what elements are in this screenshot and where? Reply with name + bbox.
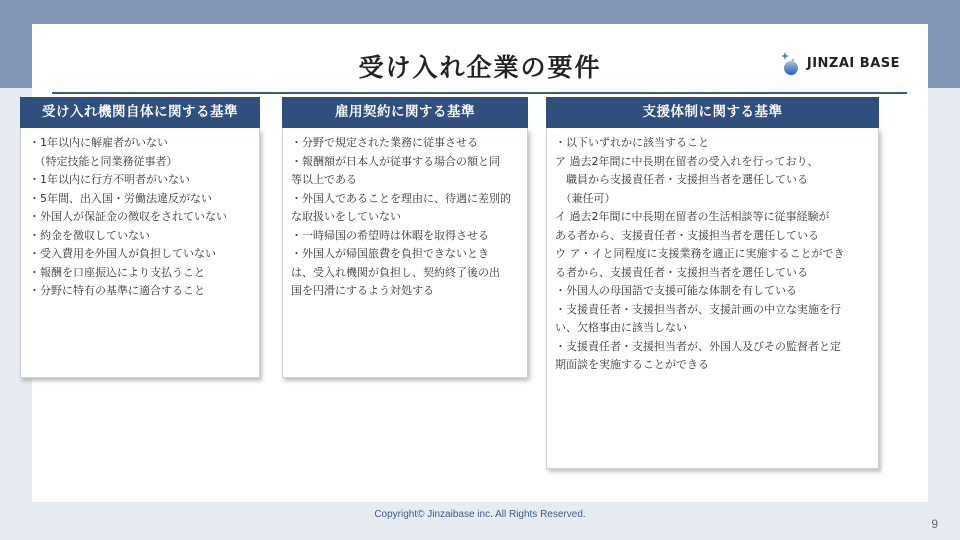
criteria-line: ・5年間、出入国・労働法違反がない [29, 191, 212, 205]
logo-text: JINZAI BASE [806, 55, 900, 71]
criteria-line: ・外国人の母国語で支援可能な体制を有している [555, 284, 797, 297]
company-logo [781, 50, 900, 76]
criteria-line: ・分野に特有の基準に適合すること [29, 284, 205, 297]
criteria-line: ・外国人が帰国旅費を負担できないとき [291, 247, 489, 260]
criteria-line: ・報酬を口座振込により支払うこと [29, 265, 205, 279]
criteria-line: ・約金を徴収していない [29, 228, 150, 242]
column-header: 受け入れ機関自体に関する基準 [20, 97, 260, 128]
criteria-column-support [546, 97, 879, 469]
column-body [546, 128, 879, 469]
criteria-line: ・以下いずれかに該当すること [555, 136, 709, 149]
criteria-column-organization [20, 97, 260, 378]
title-divider [52, 92, 907, 94]
criteria-line: 等以上である [291, 173, 357, 186]
criteria-line: る者から、支援責任者・支援担当者を選任している [555, 265, 808, 279]
criteria-line: イ 過去2年間に中長期在留者の生活相談等に従事経験が [555, 210, 830, 223]
logo-icon [781, 50, 801, 76]
column-header: 支援体制に関する基準 [546, 97, 879, 128]
column-body [282, 128, 528, 378]
criteria-line: ・支援責任者・支援担当者が、外国人及びその監督者と定 [555, 339, 841, 353]
criteria-line: 職員から支援責任者・支援担当者を選任している [555, 173, 808, 186]
criteria-line: ア 過去2年間に中長期在留者の受入れを行っており、 [555, 154, 819, 168]
criteria-line: ・分野で規定された業務に従事させる [291, 136, 478, 149]
criteria-line: ウ ア・イと同程度に支援業務を適正に実施することができ [555, 247, 845, 260]
criteria-line: 国を円滑にするよう対処する [291, 284, 434, 297]
criteria-line: ・支援責任者・支援担当者が、支援計画の中立な実施を行 [555, 302, 841, 316]
criteria-line: 期面談を実施することができる [555, 358, 709, 371]
criteria-line: ・外国人が保証金の徴収をされていない [29, 210, 227, 223]
criteria-line: ・受入費用を外国人が負担していない [29, 247, 216, 260]
criteria-line: ・外国人であることを理由に、待遇に差別的 [291, 191, 511, 205]
criteria-line: ・一時帰国の希望時は休暇を取得させる [291, 228, 489, 242]
criteria-line: ・1年以内に行方不明者がいない [29, 173, 190, 186]
criteria-line: （特定技能と同業務従事者） [29, 154, 178, 168]
slide-title: 受け入れ企業の要件 [358, 53, 602, 82]
criteria-line: は、受入れ機関が負担し、契約終了後の出 [291, 265, 500, 279]
criteria-line: な取扱いをしていない [291, 210, 401, 223]
criteria-column-employment [282, 97, 528, 378]
copyright-notice: Copyright© Jinzaibase inc. All Rights Reserved. [374, 509, 586, 520]
page-number: 9 [931, 517, 938, 531]
criteria-line: ・報酬額が日本人が従事する場合の額と同 [291, 154, 500, 168]
column-body [20, 128, 260, 378]
criteria-line: ある者から、支援責任者・支援担当者を選任している [555, 228, 819, 242]
column-header: 雇用契約に関する基準 [282, 97, 528, 128]
criteria-line: ・1年以内に解雇者がいない [29, 136, 168, 149]
criteria-line: い、欠格事由に該当しない [555, 321, 687, 334]
criteria-line: （兼任可） [555, 191, 616, 205]
